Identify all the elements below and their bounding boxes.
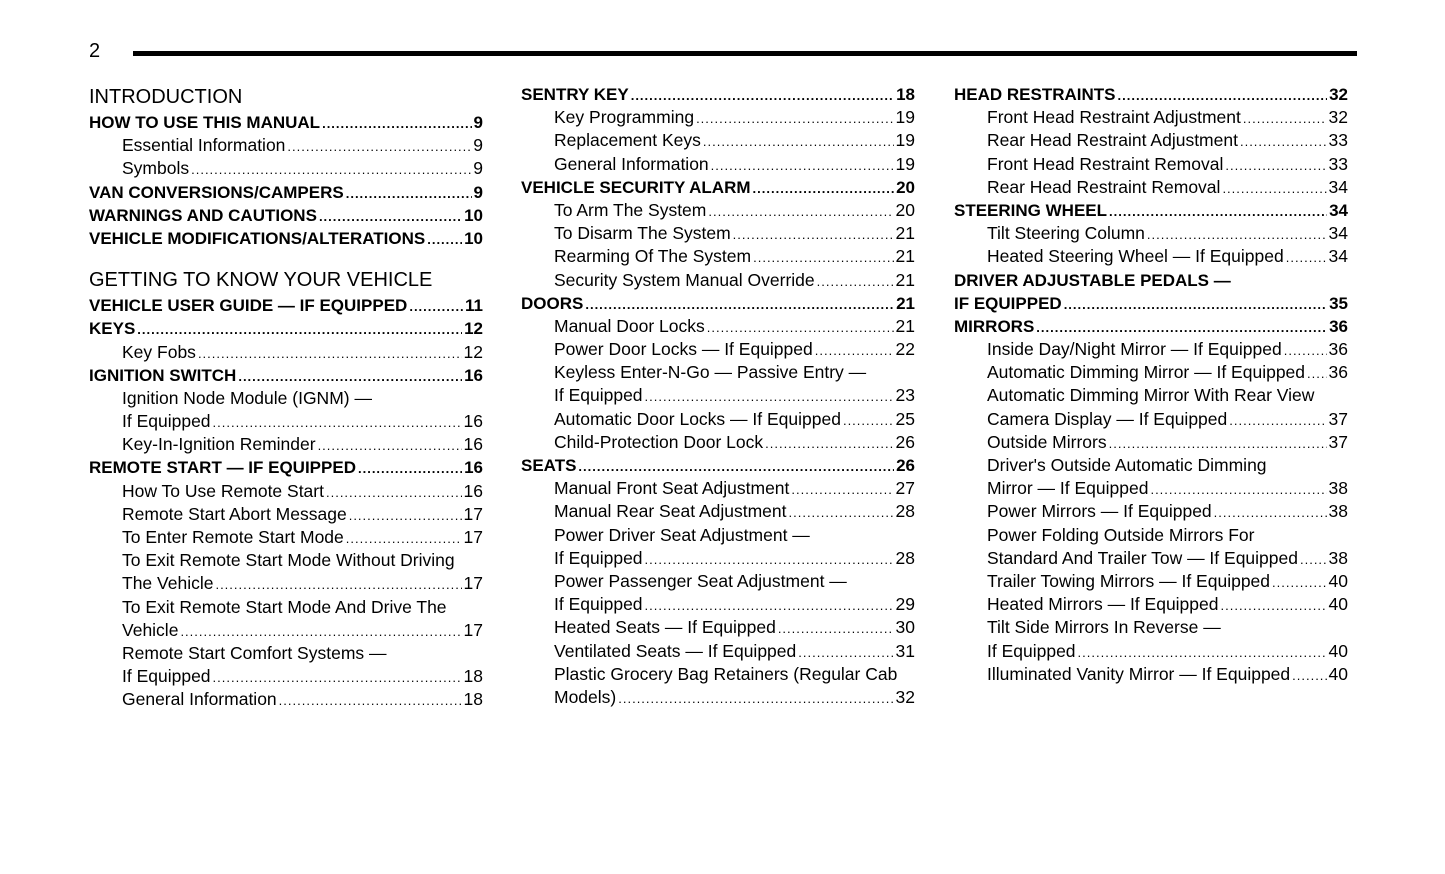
toc-page-number: 40 xyxy=(1328,640,1348,661)
dot-leader xyxy=(1272,571,1327,594)
dot-leader xyxy=(427,228,462,251)
toc-subentry[interactable] xyxy=(954,477,1348,500)
toc-subentry[interactable] xyxy=(521,384,915,407)
toc-entry[interactable] xyxy=(954,83,1348,106)
dot-leader xyxy=(1221,594,1327,617)
toc-column-1 xyxy=(89,80,483,712)
toc-page-number: 32 xyxy=(1329,85,1348,104)
dot-leader xyxy=(645,548,894,571)
dot-leader xyxy=(358,457,462,480)
toc-subentry[interactable] xyxy=(954,500,1348,523)
dot-leader xyxy=(1292,664,1326,687)
toc-subentry[interactable] xyxy=(521,663,915,686)
toc-page-number: 37 xyxy=(1328,408,1348,429)
dot-leader xyxy=(798,641,893,664)
toc-page-number: 32 xyxy=(895,686,915,707)
dot-leader xyxy=(703,130,894,153)
toc-page-number: 37 xyxy=(1328,431,1348,452)
toc-subentry[interactable] xyxy=(89,665,483,688)
toc-entry-title: Plastic Grocery Bag Retainers (Regular Cab xyxy=(554,663,898,684)
toc-entry-title: Heated Mirrors — If Equipped xyxy=(987,594,1219,615)
toc-page-number: 34 xyxy=(1328,176,1348,197)
toc-entry-title: Ignition Node Module (IGNM) — xyxy=(122,387,372,408)
toc-page-number: 26 xyxy=(896,456,915,475)
toc-subentry[interactable] xyxy=(521,269,915,292)
toc-subentry[interactable] xyxy=(521,245,915,268)
toc-entry-title: Driver's Outside Automatic Dimming xyxy=(987,455,1267,475)
dot-leader xyxy=(1284,339,1327,362)
toc-page-number: 17 xyxy=(463,503,483,524)
dot-leader xyxy=(409,295,463,318)
dot-leader xyxy=(1036,316,1327,339)
toc-entry-title: To Exit Remote Start Mode Without Driving xyxy=(122,550,455,571)
toc-entry-title: VEHICLE USER GUIDE — IF EQUIPPED xyxy=(89,296,408,316)
toc-entry-title: VEHICLE MODIFICATIONS/ALTERATIONS xyxy=(89,228,426,248)
toc-entry-title: WARNINGS AND CAUTIONS xyxy=(89,205,317,225)
toc-entry-title: Security System Manual Override xyxy=(554,269,815,290)
toc-page-number: 16 xyxy=(463,411,483,432)
toc-entry-title: Vehicle xyxy=(122,619,179,640)
dot-leader xyxy=(733,223,894,246)
toc-entry[interactable] xyxy=(89,204,483,227)
toc-subentry[interactable] xyxy=(521,547,915,570)
toc-subentry[interactable] xyxy=(521,315,915,338)
dot-leader xyxy=(279,689,462,712)
dot-leader xyxy=(765,432,893,455)
toc-entry-title: HOW TO USE THIS MANUAL xyxy=(89,113,321,132)
toc-subentry[interactable] xyxy=(954,431,1348,454)
toc-entry-title: Mirror — If Equipped xyxy=(987,478,1149,499)
toc-entry[interactable] xyxy=(89,181,483,204)
dot-leader xyxy=(1300,548,1327,571)
toc-entry-title: Key-In-Ignition Reminder xyxy=(122,434,316,455)
toc-entry[interactable] xyxy=(521,83,915,106)
toc-subentry[interactable] xyxy=(954,454,1348,477)
dot-leader xyxy=(645,385,894,408)
toc-page-number: 30 xyxy=(895,617,915,638)
toc-subentry[interactable] xyxy=(954,547,1348,570)
dot-leader xyxy=(198,342,462,365)
dot-leader xyxy=(180,620,461,643)
dot-leader xyxy=(1147,223,1327,246)
dot-leader xyxy=(1286,246,1327,269)
toc-page-number: 28 xyxy=(895,547,915,568)
dot-leader xyxy=(1243,107,1327,130)
toc-subentry[interactable] xyxy=(521,686,915,709)
toc-page-number: 36 xyxy=(1328,362,1348,383)
toc-subentry[interactable] xyxy=(954,408,1348,431)
dot-leader xyxy=(1307,362,1327,385)
toc-page-number: 19 xyxy=(895,130,915,151)
dot-leader xyxy=(287,135,471,158)
toc-entry[interactable] xyxy=(89,227,483,250)
toc-page-number: 27 xyxy=(895,478,915,499)
toc-entry[interactable] xyxy=(521,176,915,199)
header-rule xyxy=(133,51,1357,56)
toc-page-number: 16 xyxy=(464,458,483,478)
toc-page-number: 17 xyxy=(463,619,483,640)
toc-subentry[interactable] xyxy=(521,477,915,500)
toc-subentry[interactable] xyxy=(954,338,1348,361)
toc-entry-title: The Vehicle xyxy=(122,573,214,594)
toc-entry-title: Remote Start Comfort Systems — xyxy=(122,642,387,663)
toc-page-number: 40 xyxy=(1328,663,1348,684)
toc-entry-title: Replacement Keys xyxy=(554,130,701,151)
toc-subentry[interactable] xyxy=(521,431,915,454)
toc-subentry[interactable] xyxy=(954,129,1348,152)
toc-page-number: 33 xyxy=(1328,153,1348,174)
dot-leader xyxy=(346,182,472,205)
toc-subentry[interactable] xyxy=(521,222,915,245)
toc-entry-title: IF EQUIPPED xyxy=(954,293,1062,313)
toc-page-number: 17 xyxy=(463,527,483,547)
toc-page-number: 38 xyxy=(1328,501,1348,522)
toc-subentry[interactable] xyxy=(954,384,1348,407)
toc-subentry[interactable] xyxy=(954,570,1348,593)
toc-entry[interactable] xyxy=(954,269,1348,292)
toc-subentry[interactable] xyxy=(89,619,483,642)
toc-entry[interactable] xyxy=(89,294,483,317)
toc-entry-title: If Equipped xyxy=(554,385,643,406)
toc-page-number: 38 xyxy=(1328,547,1348,568)
toc-page-number: 32 xyxy=(1328,107,1348,128)
toc-page-number: 38 xyxy=(1328,478,1348,499)
toc-subentry[interactable] xyxy=(521,640,915,663)
toc-entry-title: Remote Start Abort Message xyxy=(122,503,347,524)
toc-page-number: 33 xyxy=(1328,130,1348,151)
toc-page-number: 40 xyxy=(1328,594,1348,615)
toc-subentry[interactable] xyxy=(521,199,915,222)
toc-page-number: 34 xyxy=(1328,223,1348,244)
toc-subentry[interactable] xyxy=(954,663,1348,686)
toc-subentry[interactable] xyxy=(521,570,915,593)
toc-subentry[interactable] xyxy=(89,596,483,619)
toc-subentry[interactable] xyxy=(89,387,483,410)
toc-subentry[interactable] xyxy=(954,176,1348,199)
dot-leader xyxy=(791,478,893,501)
toc-page-number: 9 xyxy=(473,113,483,132)
toc-entry-title: Heated Seats — If Equipped xyxy=(554,617,776,638)
toc-entry-title: VAN CONVERSIONS/CAMPERS xyxy=(89,182,344,202)
toc-subentry[interactable] xyxy=(954,153,1348,176)
toc-entry[interactable] xyxy=(521,292,915,315)
toc-subentry[interactable] xyxy=(521,106,915,129)
toc-page-number: 17 xyxy=(463,573,483,594)
toc-subentry[interactable] xyxy=(89,341,483,364)
toc-subentry[interactable] xyxy=(89,549,483,572)
toc-entry[interactable] xyxy=(954,315,1348,338)
dot-leader xyxy=(631,84,894,107)
toc-entry-title: SEATS xyxy=(521,456,577,475)
toc-page-number: 40 xyxy=(1328,570,1348,591)
toc-entry-title: Symbols xyxy=(122,158,190,179)
toc-entry-title: General Information xyxy=(554,153,709,174)
toc-entry-title: To Disarm The System xyxy=(554,223,731,244)
toc-page-number: 19 xyxy=(895,153,915,174)
toc-entry-title: Power Driver Seat Adjustment — xyxy=(554,524,810,545)
toc-page-number: 12 xyxy=(463,341,483,362)
toc-entry[interactable] xyxy=(521,454,915,477)
toc-page-number: 9 xyxy=(473,182,483,202)
toc-page-number: 28 xyxy=(895,501,915,522)
toc-subentry[interactable] xyxy=(954,640,1348,663)
dot-leader xyxy=(817,270,894,293)
toc-subentry[interactable] xyxy=(521,153,915,176)
toc-page-number: 18 xyxy=(896,85,915,104)
dot-leader xyxy=(346,527,462,550)
toc-entry-title: Child-Protection Door Lock xyxy=(554,431,764,452)
section-heading: INTRODUCTION xyxy=(89,86,243,108)
dot-leader xyxy=(215,573,461,596)
toc-entry-title: HEAD RESTRAINTS xyxy=(954,85,1116,104)
dot-leader xyxy=(585,293,894,316)
toc-entry-title: Trailer Towing Mirrors — If Equipped xyxy=(987,570,1271,591)
dot-leader xyxy=(696,107,893,130)
dot-leader xyxy=(578,455,894,478)
toc-subentry[interactable] xyxy=(521,129,915,152)
toc-subentry[interactable] xyxy=(521,593,915,616)
dot-leader xyxy=(843,409,894,432)
toc-page-number: 10 xyxy=(464,205,483,225)
dot-leader xyxy=(349,504,462,527)
toc-entry-title: Inside Day/Night Mirror — If Equipped xyxy=(987,339,1282,360)
toc-entry-title: STEERING WHEEL xyxy=(954,200,1108,220)
dot-leader xyxy=(708,200,893,223)
toc-subentry[interactable] xyxy=(521,500,915,523)
toc-page-number: 12 xyxy=(464,319,483,339)
dot-leader xyxy=(318,434,462,457)
toc-page-number: 10 xyxy=(464,228,483,248)
toc-page-number: 16 xyxy=(463,480,483,501)
toc-subentry[interactable] xyxy=(954,524,1348,547)
toc-entry-title: To Enter Remote Start Mode xyxy=(122,527,344,547)
dot-leader xyxy=(707,316,894,339)
toc-page-number: 18 xyxy=(463,689,483,710)
dot-leader xyxy=(645,594,894,617)
toc-page-number: 21 xyxy=(896,293,915,313)
toc-entry-title: Manual Front Seat Adjustment xyxy=(554,478,790,499)
toc-entry[interactable] xyxy=(954,199,1348,222)
toc-page-number: 34 xyxy=(1329,200,1348,220)
toc-page-number: 31 xyxy=(895,640,915,661)
toc-subentry[interactable] xyxy=(89,526,483,549)
toc-page-number: 21 xyxy=(895,223,915,244)
toc-subentry[interactable] xyxy=(89,503,483,526)
dot-leader xyxy=(238,365,462,388)
toc-entry-title: VEHICLE SECURITY ALARM xyxy=(521,177,751,197)
toc-subentry[interactable] xyxy=(89,642,483,665)
toc-subentry[interactable] xyxy=(89,410,483,433)
dot-leader xyxy=(711,154,894,177)
toc-entry[interactable] xyxy=(954,292,1348,315)
toc-entry-title: Power Door Locks — If Equipped xyxy=(554,339,813,360)
toc-entry-title: Outside Mirrors xyxy=(987,431,1107,452)
dot-leader xyxy=(778,617,894,640)
toc-entry-title: Ventilated Seats — If Equipped xyxy=(554,640,797,661)
dot-leader xyxy=(1214,501,1327,524)
toc-entry-title: Key Programming xyxy=(554,107,695,128)
toc-entry-title: Manual Rear Seat Adjustment xyxy=(554,501,787,522)
toc-entry-title: Front Head Restraint Removal xyxy=(987,153,1224,174)
toc-subentry[interactable] xyxy=(954,361,1348,384)
toc-entry-title: DRIVER ADJUSTABLE PEDALS — xyxy=(954,270,1231,290)
toc-entry-title: KEYS xyxy=(89,319,136,339)
toc-column-3 xyxy=(954,80,1348,686)
toc-page-number: 16 xyxy=(463,434,483,455)
toc-entry-title: Manual Door Locks xyxy=(554,315,705,336)
toc-entry-title: Keyless Enter-N-Go — Passive Entry — xyxy=(554,362,867,383)
toc-column-2 xyxy=(521,80,915,709)
toc-entry-title: Rear Head Restraint Adjustment xyxy=(987,130,1238,151)
toc-page-number: 36 xyxy=(1329,316,1348,336)
toc-page-number: 9 xyxy=(473,135,483,156)
toc-page-number: 25 xyxy=(895,408,915,429)
section-heading: GETTING TO KNOW YOUR VEHICLE xyxy=(89,269,433,292)
toc-entry-title: Essential Information xyxy=(122,135,286,156)
toc-entry-title: Camera Display — If Equipped xyxy=(987,408,1228,429)
toc-entry-title: Models) xyxy=(554,686,617,707)
toc-subentry[interactable] xyxy=(89,134,483,157)
toc-entry[interactable] xyxy=(89,456,483,479)
toc-entry-title: Illuminated Vanity Mirror — If Equipped xyxy=(987,663,1291,684)
toc-entry-title: If Equipped xyxy=(122,666,211,687)
toc-entry-title: Key Fobs xyxy=(122,341,196,362)
toc-entry-title: MIRRORS xyxy=(954,316,1035,336)
toc-subentry[interactable] xyxy=(521,361,915,384)
toc-entry[interactable] xyxy=(89,317,483,340)
toc-subentry[interactable] xyxy=(89,688,483,711)
dot-leader xyxy=(1240,130,1327,153)
toc-entry-title: General Information xyxy=(122,689,277,710)
toc-page-number: 21 xyxy=(895,269,915,290)
dot-leader xyxy=(1109,200,1327,223)
toc-entry-title: Rearming Of The System xyxy=(554,246,752,267)
dot-leader xyxy=(326,481,462,504)
toc-page-number: 22 xyxy=(895,339,915,360)
toc-entry-title: Automatic Door Locks — If Equipped xyxy=(554,408,841,429)
dot-leader xyxy=(137,318,462,341)
toc-page-number: 21 xyxy=(895,315,915,336)
dot-leader xyxy=(1150,478,1326,501)
toc-entry-title: If Equipped xyxy=(122,411,211,432)
toc-entry-title: Front Head Restraint Adjustment xyxy=(987,107,1241,128)
page-number: 2 xyxy=(89,40,101,62)
toc-entry-title: If Equipped xyxy=(987,640,1076,661)
toc-page-number: 9 xyxy=(473,158,483,179)
toc-entry-title: Heated Steering Wheel — If Equipped xyxy=(987,246,1284,267)
toc-entry[interactable] xyxy=(89,364,483,387)
toc-entry-title: To Exit Remote Start Mode And Drive The xyxy=(122,596,447,617)
dot-leader xyxy=(191,158,471,181)
toc-entry-title: How To Use Remote Start xyxy=(122,480,324,501)
toc-page-number: 21 xyxy=(895,246,915,267)
toc-page-number: 36 xyxy=(1328,339,1348,360)
toc-page-number: 20 xyxy=(895,199,915,220)
toc-entry-title: Rear Head Restraint Removal xyxy=(987,176,1221,197)
toc-page-number: 19 xyxy=(895,107,915,128)
toc-subentry[interactable] xyxy=(521,524,915,547)
toc-page-number: 11 xyxy=(465,296,483,316)
dot-leader xyxy=(753,177,895,200)
toc-entry-title: Standard And Trailer Tow — If Equipped xyxy=(987,547,1298,568)
toc-subentry[interactable] xyxy=(954,616,1348,639)
dot-leader xyxy=(618,687,893,710)
toc-subentry[interactable] xyxy=(954,245,1348,268)
dot-leader xyxy=(1222,177,1326,200)
toc-entry-title: Power Passenger Seat Adjustment — xyxy=(554,570,847,591)
toc-entry-title: To Arm The System xyxy=(554,199,707,220)
toc-subentry[interactable] xyxy=(521,408,915,431)
dot-leader xyxy=(322,112,471,135)
toc-subentry[interactable] xyxy=(521,338,915,361)
toc-page-number: 35 xyxy=(1329,293,1348,313)
dot-leader xyxy=(815,339,894,362)
toc-entry-title: Power Folding Outside Mirrors For xyxy=(987,524,1255,545)
dot-leader xyxy=(1064,293,1327,316)
toc-subentry[interactable] xyxy=(954,106,1348,129)
toc-page-number: 16 xyxy=(464,365,483,385)
dot-leader xyxy=(1229,409,1326,432)
toc-page-number: 18 xyxy=(463,666,483,687)
toc-subentry[interactable] xyxy=(89,157,483,180)
toc-subentry[interactable] xyxy=(521,616,915,639)
toc-entry-title: REMOTE START — IF EQUIPPED xyxy=(89,458,356,478)
toc-subentry[interactable] xyxy=(89,433,483,456)
toc-page-number: 23 xyxy=(895,385,915,406)
dot-leader xyxy=(319,205,462,228)
toc-page-number: 26 xyxy=(895,431,915,452)
toc-page-number: 34 xyxy=(1328,246,1348,267)
dot-leader xyxy=(789,501,894,524)
toc-entry-title: Tilt Side Mirrors In Reverse — xyxy=(987,617,1221,638)
toc-entry-title: Automatic Dimming Mirror — If Equipped xyxy=(987,362,1306,383)
toc-entry-title: SENTRY KEY xyxy=(521,85,629,104)
dot-leader xyxy=(1109,432,1327,455)
toc-entry-title: IGNITION SWITCH xyxy=(89,365,237,385)
toc-entry-title: Tilt Steering Column xyxy=(987,223,1145,244)
toc-page-number: 20 xyxy=(896,177,915,197)
toc-subentry[interactable] xyxy=(89,572,483,595)
toc-subentry[interactable] xyxy=(954,593,1348,616)
toc-subentry[interactable] xyxy=(89,480,483,503)
toc-entry-title: DOORS xyxy=(521,293,584,313)
toc-page-number: 29 xyxy=(895,594,915,615)
dot-leader xyxy=(753,246,893,269)
toc-entry-title: If Equipped xyxy=(554,547,643,568)
toc-entry-title: Power Mirrors — If Equipped xyxy=(987,501,1212,522)
dot-leader xyxy=(1225,154,1326,177)
toc-entry-title: Automatic Dimming Mirror With Rear View xyxy=(987,385,1315,406)
toc-subentry[interactable] xyxy=(954,222,1348,245)
toc-entry[interactable] xyxy=(89,111,483,134)
dot-leader xyxy=(213,411,462,434)
dot-leader xyxy=(1078,641,1327,664)
dot-leader xyxy=(1118,84,1328,107)
dot-leader xyxy=(213,666,462,689)
toc-entry-title: If Equipped xyxy=(554,594,643,615)
